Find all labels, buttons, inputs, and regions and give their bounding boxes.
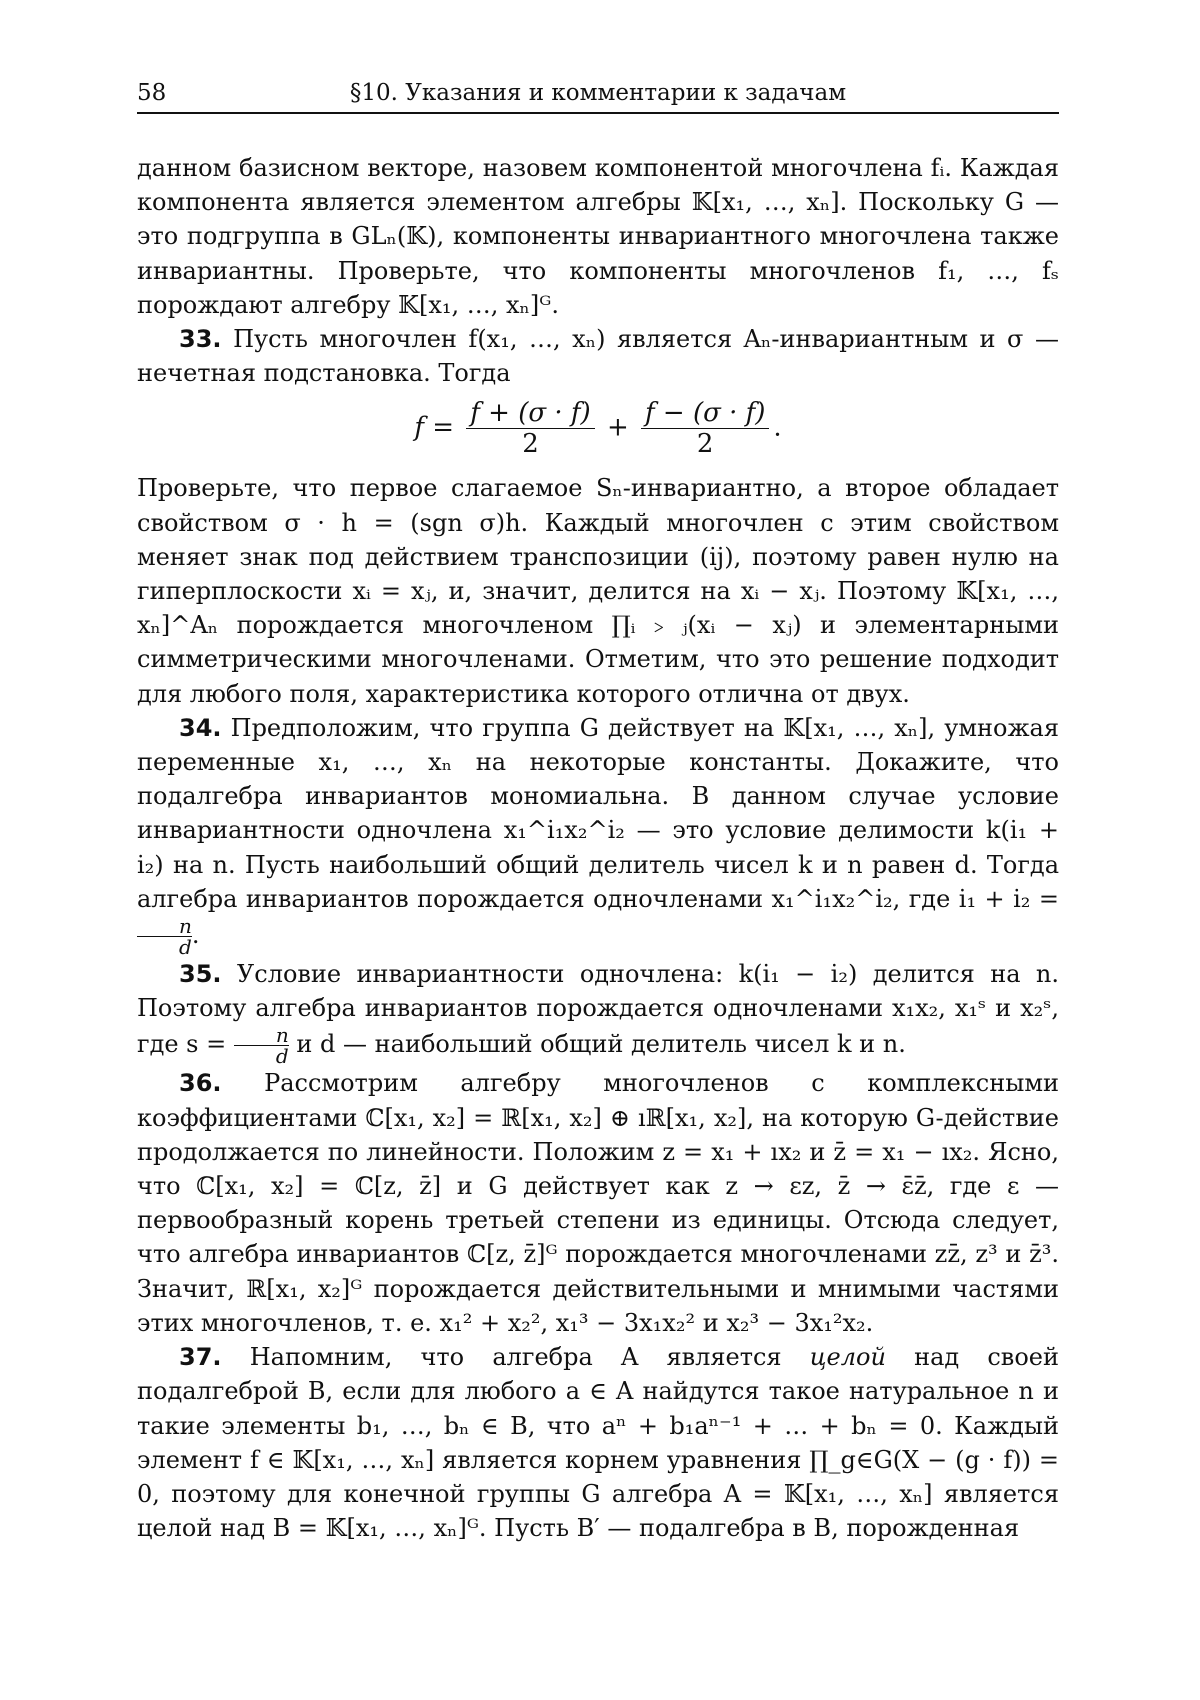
paragraph-33: [137, 322, 1059, 390]
fraction-numerator: f − (σ · f): [641, 398, 769, 429]
fraction-denominator: 2: [466, 429, 594, 459]
paragraph-37: [137, 1340, 1059, 1545]
fraction-denominator: 2: [641, 429, 769, 459]
problem-number: 36.: [179, 1069, 222, 1097]
problem-number: 37.: [179, 1343, 222, 1371]
body-text: [137, 151, 1059, 1545]
paragraph-text: над своей подалгеброй B, если для любого a ∈ A найдутся такое натуральное n и такие элементы b₁, …, bₙ ∈ B, что aⁿ + b₁aⁿ⁻¹ + … + bₙ = 0. Каждый элемент f ∈ 𝕂[x₁, …, xₙ] является корнем уравнения ∏_g∈G(X − (g · f)) = 0, поэтому для конечной группы G алгебра A = 𝕂[x₁, …, xₙ] является целой над B = 𝕂[x₁, …, xₙ]ᴳ. Пусть B′ — подалгебра в B, порожденная: [137, 1343, 1059, 1542]
formula-fraction-1: [466, 398, 594, 459]
paragraph-text-tail: и d — наибольший общий делитель чисел k и n.: [296, 1030, 905, 1058]
emphasized-term: целой: [810, 1343, 886, 1371]
running-head: [137, 78, 1059, 114]
formula-lhs: f =: [414, 413, 454, 443]
paragraph-text: Условие инвариантности одночлена: k(i₁ − i₂) делится на n. Поэтому алгебра инвариантов порождается одночленами x₁x₂, x₁ˢ и x₂ˢ, где s =: [137, 960, 1059, 1058]
paragraph-text: Рассмотрим алгебру многочленов с комплексными коэффициентами ℂ[x₁, x₂] = ℝ[x₁, x₂] ⊕ ıℝ[x₁, x₂], на которую G-действие продолжается по линейности. Положим z = x₁ + ıx₂ и z̄ = x₁ − ıx₂. Ясно, что ℂ[x₁, x₂] = ℂ[z, z̄] и G действует как z → εz, z̄ → ε̄z̄, где ε — первообразный корень третьей степени из единицы. Отсюда следует, что алгебра инвариантов ℂ[z, z̄]ᴳ порождается многочленами zz̄, z³ и z̄³. Значит, ℝ[x₁, x₂]ᴳ порождается действительными и мнимыми частями этих многочленов, т. е. x₁² + x₂², x₁³ − 3x₁x₂² и x₂³ − 3x₁²x₂.: [137, 1069, 1059, 1336]
fraction-numerator: n: [137, 916, 192, 937]
problem-number: 34.: [179, 714, 222, 742]
problem-number: 35.: [179, 960, 222, 988]
paragraph-continuation: данном базисном векторе, назовем компонентой многочлена fᵢ. Каждая компонента является элементом алгебры 𝕂[x₁, …, xₙ]. Поскольку G — это подгруппа в GLₙ(𝕂), компоненты инвариантного многочлена также инвариантны. Проверьте, что компоненты многочленов f₁, …, fₛ порождают алгебру 𝕂[x₁, …, xₙ]ᴳ.: [137, 151, 1059, 322]
display-formula: [137, 398, 1059, 459]
inline-fraction-n-over-d: [234, 1025, 289, 1066]
fraction-denominator: d: [234, 1046, 289, 1066]
formula-plus: +: [607, 413, 629, 443]
inline-fraction-n-over-d: [137, 916, 192, 957]
page-number: 58: [137, 78, 166, 108]
formula-period: .: [773, 413, 781, 443]
paragraph-36: [137, 1066, 1059, 1340]
chapter-title: §10. Указания и комментарии к задачам: [137, 78, 1059, 108]
paragraph-34: 34. Предположим, что группа G действует на 𝕂[x₁, …, xₙ], умножая переменные x₁, …, xₙ на некоторые константы. Докажите, что подалгебра инвариантов мономиальна. В данном случае условие инвариантности одночлена x₁^i₁x₂^i₂ — это условие делимости k(i₁ + i₂) на n. Пусть наибольший общий делитель чисел k и n равен d. Тогда алгебра инвариантов порождается одночленами x₁^i₁x₂^i₂, где i₁ + i₂ = n d .: [137, 711, 1059, 957]
paragraph-33-continued: Проверьте, что первое слагаемое Sₙ-инвариантно, а второе обладает свойством σ · h = (sgn σ)h. Каждый многочлен с этим свойством меняет знак под действием транспозиции (ij), поэтому равен нулю на гиперплоскости xᵢ = xⱼ, и, значит, делится на xᵢ − xⱼ. Поэтому 𝕂[x₁, …, xₙ]^Aₙ порождается многочленом ∏ᵢ﹥ⱼ(xᵢ − xⱼ) и элементарными симметрическими многочленами. Отметим, что это решение подходит для любого поля, характеристика которого отлична от двух.: [137, 471, 1059, 710]
fraction-numerator: f + (σ · f): [466, 398, 594, 429]
paragraph-text: Пусть многочлен f(x₁, …, xₙ) является Aₙ-инвариантным и σ — нечетная подстановка. Тогда: [137, 325, 1059, 387]
fraction-numerator: n: [234, 1025, 289, 1046]
problem-number: 33.: [179, 325, 222, 353]
paragraph-text: Напомним, что алгебра A является: [250, 1343, 782, 1371]
paragraph-35: [137, 957, 1059, 1066]
fraction-denominator: d: [137, 937, 192, 957]
book-page: [0, 0, 1200, 1700]
paragraph-text: Предположим, что группа G действует на 𝕂[x₁, …, xₙ], умножая переменные x₁, …, xₙ на некоторые константы. Докажите, что подалгебра инвариантов мономиальна. В данном случае условие инвариантности одночлена x₁^i₁x₂^i₂ — это условие делимости k(i₁ + i₂) на n. Пусть наибольший общий делитель чисел k и n равен d. Тогда алгебра инвариантов порождается одночленами x₁^i₁x₂^i₂, где i₁ + i₂ =: [137, 714, 1059, 913]
formula-fraction-2: [641, 398, 769, 459]
